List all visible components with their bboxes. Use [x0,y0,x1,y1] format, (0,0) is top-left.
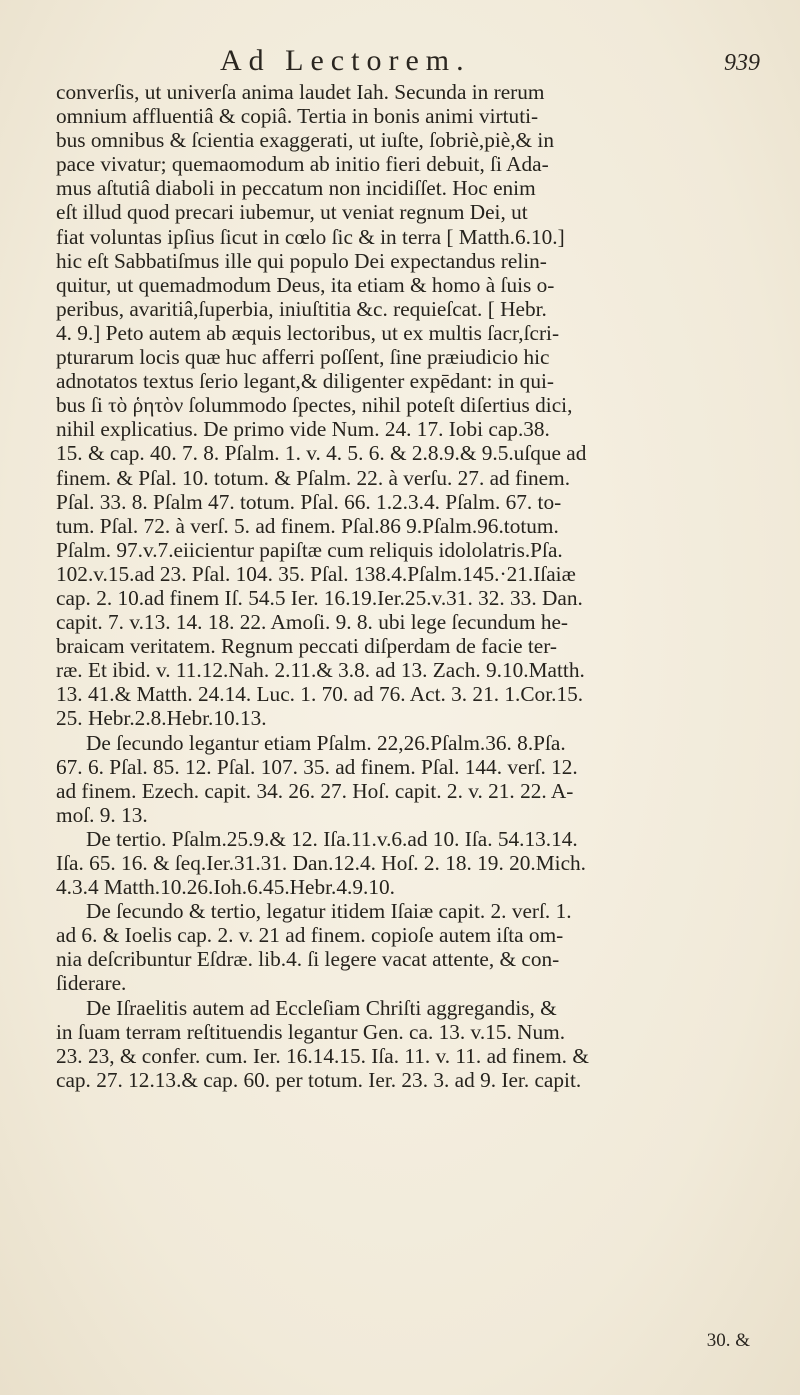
text-line: nia deſcribuntur Eſdræ. lib.4. ſi legere vacat attente, & con- [56,947,560,972]
text-line: ad finem. Ezech. capit. 34. 26. 27. Hoſ. capit. 2. v. 21. 22. A- [56,778,574,803]
body-text [56,80,776,1092]
text-line: cap. 2. 10.ad finem Iſ. 54.5 Ier. 16.19.Ier.25.v.31. 32. 33. Dan. [56,585,583,610]
text-line: nihil explicatius. De primo vide Num. 24. 17. Iobi cap.38. [56,417,550,442]
text-line: Iſa. 65. 16. & ſeq.Ier.31.31. Dan.12.4. Hoſ. 2. 18. 19. 20.Mich. [56,851,586,875]
text-line: 67. 6. Pſal. 85. 12. Pſal. 107. 35. ad finem. Pſal. 144. verſ. 12. [56,754,578,779]
text-line: adnotatos textus ſerio legant,& diligenter expēdant: in qui- [56,369,554,394]
text-line: mus aſtutiâ diaboli in peccatum non incidiſſet. Hoc enim [56,176,536,201]
text-line: finem. & Pſal. 10. totum. & Pſalm. 22. à verſu. 27. ad finem. [56,465,571,490]
text-line: 23. 23, & confer. cum. Ier. 16.14.15. Iſa. 11. v. 11. ad finem. & [56,1043,589,1068]
text-line: braicam veritatem. Regnum peccati diſperdam de facie ter- [56,634,557,659]
text-line: 102.v.15.ad 23. Pſal. 104. 35. Pſal. 138.4.Pſalm.145.·21.Iſaiæ [56,561,576,586]
text-line: quitur, ut quemadmodum Deus, ita etiam & homo à ſuis o- [56,272,555,297]
catchword: 30. & [706,1330,750,1351]
text-line: 4. 9.] Peto autem ab æquis lectoribus, ut ex multis ſacr,ſcri- [56,320,560,345]
text-line: hic eſt Sabbatiſmus ille qui populo Dei expectandus relin- [56,248,547,273]
text-line: ad 6. & Ioelis cap. 2. v. 21 ad finem. copioſe autem iſta om- [56,923,564,948]
page-header [60,44,780,84]
paragraph-start-line: De Iſraelitis autem ad Eccleſiam Chriſti aggregandis, & [86,995,557,1020]
text-line: in ſuam terram reſtituendis legantur Gen. ca. 13. v.15. Num. [56,1019,566,1044]
text-line: 13. 41.& Matth. 24.14. Luc. 1. 70. ad 76. Act. 3. 21. 1.Cor.15. [56,682,584,707]
text-line: moſ. 9. 13. [56,802,148,827]
text-line: bus omnibus & ſcientia exaggerati, ut iuſte, ſobriè,piè,& in [56,128,555,153]
running-title: Ad Lectorem. [220,44,471,77]
text-line: 4.3.4 Matth.10.26.Ioh.6.45.Hebr.4.9.10. [56,875,395,900]
page-number: 939 [724,50,760,76]
text-line: converſis, ut univerſa anima laudet Iah. Secunda in rerum [56,80,545,104]
paragraph-start-line: De ſecundo & tertio, legatur itidem Iſaiæ capit. 2. verſ. 1. [86,899,572,924]
paragraph-start-line: De tertio. Pſalm.25.9.& 12. Iſa.11.v.6.ad 10. Iſa. 54.13.14. [86,826,578,851]
text-line: pace vivatur; quemaomodum ab initio fieri debuit, ſi Ada- [56,152,549,177]
text-line: 15. & cap. 40. 7. 8. Pſalm. 1. v. 4. 5. 6. & 2.8.9.& 9.5.uſque ad [56,441,587,466]
text-line: pturarum locis quæ huc afferri poſſent, ſine præiudicio hic [56,345,550,370]
text-line: 25. Hebr.2.8.Hebr.10.13. [56,706,267,731]
text-line: capit. 7. v.13. 14. 18. 22. Amoſi. 9. 8. ubi lege ſecundum he- [56,610,569,635]
text-line: peribus, avaritiâ,ſuperbia, iniuſtitia &c. requieſcat. [ Hebr. [56,296,547,321]
text-line: eſt illud quod precari iubemur, ut veniat regnum Dei, ut [56,200,528,225]
text-line: Pſal. 33. 8. Pſalm 47. totum. Pſal. 66. 1.2.3.4. Pſalm. 67. to- [56,489,562,514]
text-line: omnium affluentiâ & copiâ. Tertia in bonis animi virtuti- [56,104,539,129]
text-line: ſiderare. [56,971,127,996]
paragraph-start-line: De ſecundo legantur etiam Pſalm. 22,26.Pſalm.36. 8.Pſa. [86,730,566,755]
text-line: fiat voluntas ipſius ſicut in cœlo ſic & in terra [ Matth.6.10.] [56,224,565,249]
text-line: ræ. Et ibid. v. 11.12.Nah. 2.11.& 3.8. ad 13. Zach. 9.10.Matth. [56,658,585,683]
text-line: cap. 27. 12.13.& cap. 60. per totum. Ier. 23. 3. ad 9. Ier. capit. [56,1067,582,1092]
text-line: bus ſi τὸ ῥητὸν ſolummodo ſpectes, nihil poteſt diſertius dici, [56,393,573,418]
text-line: tum. Pſal. 72. à verſ. 5. ad finem. Pſal.86 9.Pſalm.96.totum. [56,513,559,538]
text-line: Pſalm. 97.v.7.eiicientur papiſtæ cum reliquis idololatris.Pſa. [56,537,563,562]
